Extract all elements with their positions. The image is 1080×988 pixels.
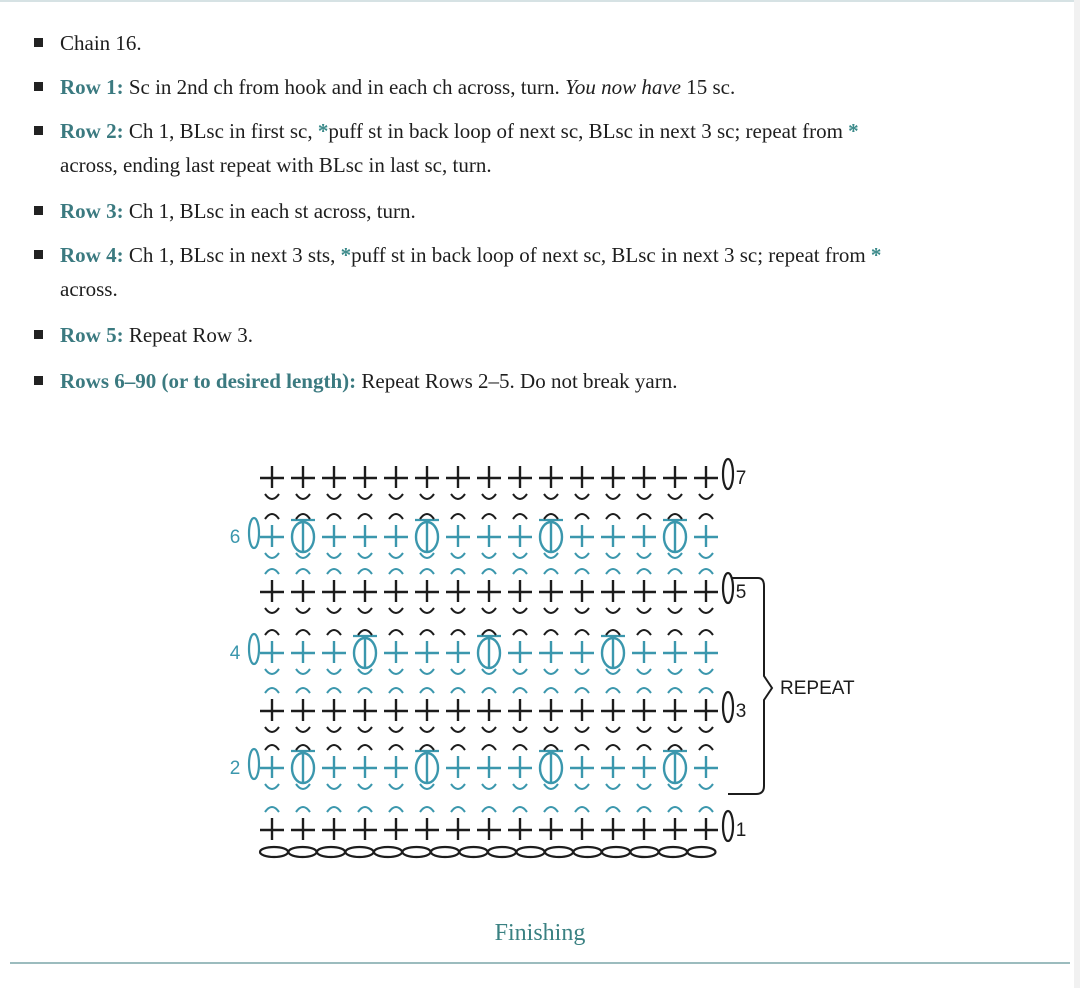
back-loop-mark <box>482 807 496 812</box>
back-loop-mark <box>327 727 341 732</box>
back-loop-mark <box>575 494 589 499</box>
instruction-row-4: Row 4: Ch 1, BLsc in next 3 sts, *puff st in back loop of next sc, BLsc in next 3 sc; repeat from * across. <box>60 238 1060 306</box>
back-loop-mark <box>358 807 372 812</box>
chain-stitch <box>574 847 602 857</box>
back-loop-mark <box>389 514 403 519</box>
bottom-divider <box>10 962 1070 964</box>
back-loop-mark <box>327 569 341 574</box>
back-loop-mark <box>575 569 589 574</box>
back-loop-mark <box>296 688 310 693</box>
back-loop-mark <box>389 688 403 693</box>
back-loop-mark <box>575 630 589 635</box>
back-loop-mark <box>451 807 465 812</box>
instruction-row-3: Row 3: Ch 1, BLsc in each st across, turn. <box>60 194 1060 228</box>
back-loop-mark <box>482 630 496 635</box>
back-loop-mark <box>575 669 589 674</box>
back-loop-mark <box>637 514 651 519</box>
back-loop-mark <box>482 745 496 750</box>
turning-chain <box>249 518 259 548</box>
back-loop-mark <box>544 669 558 674</box>
back-loop-mark <box>358 494 372 499</box>
back-loop-mark <box>420 494 434 499</box>
turning-chain <box>249 749 259 779</box>
back-loop-mark <box>699 745 713 750</box>
back-loop-mark <box>699 514 713 519</box>
back-loop-mark <box>420 569 434 574</box>
back-loop-mark <box>296 514 310 519</box>
back-loop-mark <box>606 727 620 732</box>
repeat-asterisk: * <box>340 243 352 267</box>
back-loop-mark <box>482 608 496 613</box>
back-loop-mark <box>327 688 341 693</box>
back-loop-mark <box>544 630 558 635</box>
back-loop-mark <box>358 688 372 693</box>
turning-chain <box>723 692 733 722</box>
chain-stitch <box>631 847 659 857</box>
back-loop-mark <box>327 630 341 635</box>
back-loop-mark <box>451 608 465 613</box>
back-loop-mark <box>296 669 310 674</box>
back-loop-mark <box>513 494 527 499</box>
back-loop-mark <box>358 569 372 574</box>
back-loop-mark <box>606 514 620 519</box>
back-loop-mark <box>327 745 341 750</box>
back-loop-mark <box>668 569 682 574</box>
back-loop-mark <box>699 608 713 613</box>
back-loop-mark <box>482 784 496 789</box>
back-loop-mark <box>606 745 620 750</box>
back-loop-mark <box>265 514 279 519</box>
back-loop-mark <box>513 745 527 750</box>
repeat-bracket <box>728 578 772 794</box>
back-loop-mark <box>389 494 403 499</box>
back-loop-mark <box>451 784 465 789</box>
chain-stitch <box>659 847 687 857</box>
back-loop-mark <box>544 807 558 812</box>
back-loop-mark <box>296 784 310 789</box>
back-loop-mark <box>575 688 589 693</box>
back-loop-mark <box>544 727 558 732</box>
back-loop-mark <box>606 494 620 499</box>
back-loop-mark <box>420 608 434 613</box>
back-loop-mark <box>296 553 310 558</box>
back-loop-mark <box>451 569 465 574</box>
back-loop-mark <box>668 494 682 499</box>
back-loop-mark <box>637 494 651 499</box>
back-loop-mark <box>451 688 465 693</box>
back-loop-mark <box>668 630 682 635</box>
back-loop-mark <box>265 727 279 732</box>
back-loop-mark <box>358 745 372 750</box>
back-loop-mark <box>513 630 527 635</box>
back-loop-mark <box>699 688 713 693</box>
back-loop-mark <box>668 608 682 613</box>
back-loop-mark <box>451 494 465 499</box>
back-loop-mark <box>606 608 620 613</box>
back-loop-mark <box>668 514 682 519</box>
back-loop-mark <box>699 727 713 732</box>
row-label: Row 1: <box>60 75 124 99</box>
back-loop-mark <box>389 553 403 558</box>
back-loop-mark <box>668 784 682 789</box>
back-loop-mark <box>389 807 403 812</box>
row-number-label: 3 <box>735 701 747 722</box>
back-loop-mark <box>265 553 279 558</box>
back-loop-mark <box>513 514 527 519</box>
back-loop-mark <box>327 669 341 674</box>
repeat-asterisk: * <box>870 243 882 267</box>
row-number-label: 2 <box>229 758 241 779</box>
back-loop-mark <box>575 553 589 558</box>
back-loop-mark <box>358 784 372 789</box>
instruction-row-5: Row 5: Repeat Row 3. <box>60 318 1060 352</box>
back-loop-mark <box>420 727 434 732</box>
back-loop-mark <box>513 784 527 789</box>
back-loop-mark <box>544 784 558 789</box>
back-loop-mark <box>513 553 527 558</box>
repeat-label: REPEAT <box>780 678 855 699</box>
back-loop-mark <box>420 807 434 812</box>
row-number-label: 4 <box>229 643 241 664</box>
row-label: Row 3: <box>60 199 124 223</box>
chain-stitch <box>602 847 630 857</box>
back-loop-mark <box>482 727 496 732</box>
back-loop-mark <box>296 630 310 635</box>
back-loop-mark <box>451 553 465 558</box>
back-loop-mark <box>482 553 496 558</box>
back-loop-mark <box>265 745 279 750</box>
back-loop-mark <box>482 669 496 674</box>
chain-stitch <box>688 847 716 857</box>
back-loop-mark <box>389 669 403 674</box>
row-label: Rows 6–90 (or to desired length): <box>60 369 357 393</box>
chain-stitch <box>460 847 488 857</box>
back-loop-mark <box>668 669 682 674</box>
row-number-label: 7 <box>735 468 747 489</box>
back-loop-mark <box>699 553 713 558</box>
back-loop-mark <box>327 494 341 499</box>
back-loop-mark <box>389 727 403 732</box>
section-caption: Finishing <box>494 920 586 946</box>
back-loop-mark <box>513 608 527 613</box>
back-loop-mark <box>358 727 372 732</box>
back-loop-mark <box>296 727 310 732</box>
back-loop-mark <box>420 553 434 558</box>
back-loop-mark <box>637 727 651 732</box>
back-loop-mark <box>451 745 465 750</box>
turning-chain <box>249 634 259 664</box>
back-loop-mark <box>296 608 310 613</box>
back-loop-mark <box>668 745 682 750</box>
row-label: Row 5: <box>60 323 124 347</box>
back-loop-mark <box>482 688 496 693</box>
back-loop-mark <box>699 630 713 635</box>
back-loop-mark <box>544 745 558 750</box>
row-number-label: 5 <box>735 582 747 603</box>
back-loop-mark <box>513 669 527 674</box>
back-loop-mark <box>637 553 651 558</box>
back-loop-mark <box>575 807 589 812</box>
back-loop-mark <box>327 514 341 519</box>
back-loop-mark <box>699 569 713 574</box>
back-loop-mark <box>668 688 682 693</box>
page-edge <box>1074 0 1080 988</box>
back-loop-mark <box>544 514 558 519</box>
back-loop-mark <box>606 807 620 812</box>
chain-stitch <box>545 847 573 857</box>
back-loop-mark <box>265 630 279 635</box>
row-number-label: 1 <box>735 820 747 841</box>
back-loop-mark <box>637 807 651 812</box>
back-loop-mark <box>637 569 651 574</box>
back-loop-mark <box>265 688 279 693</box>
back-loop-mark <box>606 569 620 574</box>
instruction-chain: Chain 16. <box>60 26 1060 60</box>
back-loop-mark <box>544 608 558 613</box>
back-loop-mark <box>296 807 310 812</box>
back-loop-mark <box>482 569 496 574</box>
back-loop-mark <box>606 630 620 635</box>
back-loop-mark <box>668 553 682 558</box>
back-loop-mark <box>637 688 651 693</box>
turning-chain <box>723 459 733 489</box>
back-loop-mark <box>637 608 651 613</box>
back-loop-mark <box>389 630 403 635</box>
back-loop-mark <box>265 669 279 674</box>
back-loop-mark <box>544 569 558 574</box>
back-loop-mark <box>513 807 527 812</box>
repeat-asterisk: * <box>317 119 329 143</box>
back-loop-mark <box>699 784 713 789</box>
back-loop-mark <box>699 807 713 812</box>
back-loop-mark <box>451 514 465 519</box>
back-loop-mark <box>420 669 434 674</box>
chain-stitch <box>346 847 374 857</box>
back-loop-mark <box>296 494 310 499</box>
back-loop-mark <box>420 630 434 635</box>
back-loop-mark <box>513 688 527 693</box>
back-loop-mark <box>389 608 403 613</box>
back-loop-mark <box>358 669 372 674</box>
back-loop-mark <box>327 553 341 558</box>
back-loop-mark <box>451 727 465 732</box>
back-loop-mark <box>513 727 527 732</box>
back-loop-mark <box>482 514 496 519</box>
back-loop-mark <box>420 745 434 750</box>
back-loop-mark <box>327 807 341 812</box>
back-loop-mark <box>327 608 341 613</box>
back-loop-mark <box>668 807 682 812</box>
back-loop-mark <box>420 514 434 519</box>
back-loop-mark <box>265 784 279 789</box>
instruction-row-2: Row 2: Ch 1, BLsc in first sc, *puff st in back loop of next sc, BLsc in next 3 sc; repeat from * across, ending last repeat with BLsc in last sc, turn. <box>60 114 1060 182</box>
back-loop-mark <box>668 727 682 732</box>
back-loop-mark <box>265 807 279 812</box>
back-loop-mark <box>637 669 651 674</box>
back-loop-mark <box>389 784 403 789</box>
back-loop-mark <box>358 608 372 613</box>
back-loop-mark <box>575 514 589 519</box>
back-loop-mark <box>389 745 403 750</box>
instruction-rows-6-90: Rows 6–90 (or to desired length): Repeat Rows 2–5. Do not break yarn. <box>60 364 1060 398</box>
back-loop-mark <box>296 745 310 750</box>
back-loop-mark <box>606 669 620 674</box>
back-loop-mark <box>575 745 589 750</box>
row-label: Row 4: <box>60 243 124 267</box>
row-label: Row 2: <box>60 119 124 143</box>
chain-stitch <box>289 847 317 857</box>
instruction-row-1: Row 1: Sc in 2nd ch from hook and in each ch across, turn. You now have 15 sc. <box>60 70 1060 104</box>
chain-stitch <box>403 847 431 857</box>
turning-chain <box>723 573 733 603</box>
chain-stitch <box>260 847 288 857</box>
back-loop-mark <box>296 569 310 574</box>
chain-stitch <box>517 847 545 857</box>
back-loop-mark <box>606 553 620 558</box>
back-loop-mark <box>265 608 279 613</box>
back-loop-mark <box>358 630 372 635</box>
back-loop-mark <box>420 688 434 693</box>
back-loop-mark <box>513 569 527 574</box>
back-loop-mark <box>575 608 589 613</box>
back-loop-mark <box>265 569 279 574</box>
back-loop-mark <box>544 553 558 558</box>
back-loop-mark <box>389 569 403 574</box>
back-loop-mark <box>327 784 341 789</box>
back-loop-mark <box>451 669 465 674</box>
back-loop-mark <box>544 688 558 693</box>
back-loop-mark <box>637 745 651 750</box>
back-loop-mark <box>699 494 713 499</box>
back-loop-mark <box>699 669 713 674</box>
chain-stitch <box>431 847 459 857</box>
back-loop-mark <box>637 630 651 635</box>
chain-stitch <box>374 847 402 857</box>
back-loop-mark <box>358 553 372 558</box>
back-loop-mark <box>265 494 279 499</box>
back-loop-mark <box>451 630 465 635</box>
row-number-label: 6 <box>229 527 241 548</box>
back-loop-mark <box>575 784 589 789</box>
back-loop-mark <box>575 727 589 732</box>
back-loop-mark <box>606 688 620 693</box>
chain-stitch <box>317 847 345 857</box>
turning-chain <box>723 811 733 841</box>
repeat-asterisk: * <box>848 119 859 143</box>
back-loop-mark <box>544 494 558 499</box>
back-loop-mark <box>482 494 496 499</box>
back-loop-mark <box>420 784 434 789</box>
chain-stitch <box>488 847 516 857</box>
back-loop-mark <box>606 784 620 789</box>
back-loop-mark <box>358 514 372 519</box>
back-loop-mark <box>637 784 651 789</box>
